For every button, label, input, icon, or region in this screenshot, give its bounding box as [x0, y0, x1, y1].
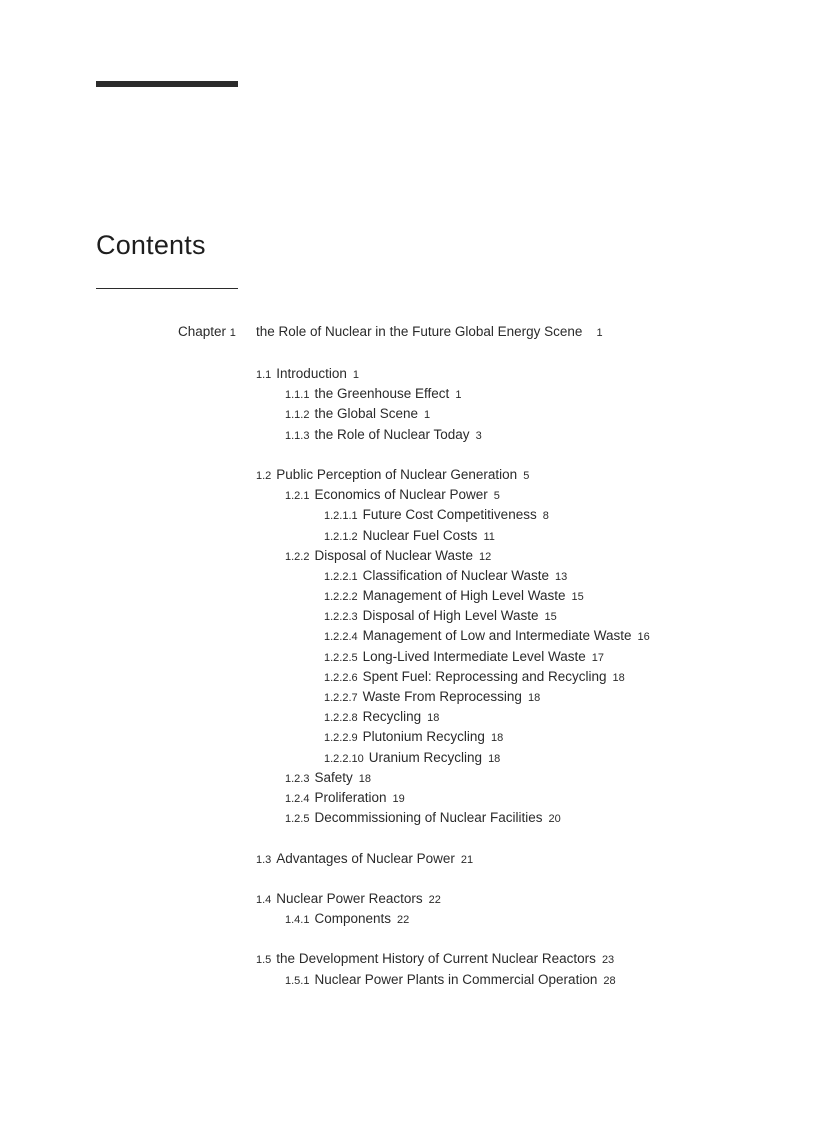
- toc-entry[interactable]: [256, 384, 776, 404]
- page-number: 8: [542, 510, 549, 523]
- chapter-title[interactable]: [256, 324, 603, 339]
- section-title: Long-Lived Intermediate Level Waste: [362, 648, 586, 664]
- chapter-word: Chapter: [178, 324, 227, 339]
- page-number: 18: [488, 752, 501, 765]
- section-number: 1.2.2.5: [324, 651, 358, 664]
- section-title: Uranium Recycling: [368, 749, 483, 765]
- title-underline: [96, 288, 238, 289]
- section-title: Recycling: [362, 709, 422, 725]
- section-title: Advantages of Nuclear Power: [276, 850, 455, 866]
- section-title: Classification of Nuclear Waste: [362, 567, 549, 583]
- page-number: 11: [483, 530, 495, 543]
- page-number: 18: [490, 732, 504, 745]
- toc-entry[interactable]: [256, 687, 776, 707]
- page-number: 21: [460, 853, 474, 866]
- section-title: Plutonium Recycling: [362, 729, 485, 745]
- section-title: Nuclear Power Reactors: [276, 890, 423, 906]
- section-title: Introduction: [276, 366, 347, 381]
- toc-entry[interactable]: [256, 566, 776, 586]
- toc-entry[interactable]: [256, 788, 776, 808]
- page-number: 5: [493, 490, 500, 503]
- section-number: 1.2.2.7: [324, 692, 358, 704]
- section-title: the Development History of Current Nuclear Reactors: [276, 951, 596, 967]
- page-number: 3: [475, 429, 482, 442]
- section-number: 1.5: [256, 954, 272, 967]
- page-number: 19: [392, 792, 405, 805]
- section-number: 1.2.2.10: [324, 752, 364, 765]
- toc-entry[interactable]: [256, 889, 776, 909]
- section-number: 1.2.2.2: [324, 591, 358, 604]
- section-title: Safety: [314, 769, 353, 785]
- section-title: Nuclear Power Plants in Commercial Operation: [314, 971, 598, 987]
- page-number: 13: [554, 570, 568, 583]
- section-number: 1.1.2: [285, 409, 310, 422]
- section-number: 1.2.2.8: [324, 712, 358, 725]
- section-title: Economics of Nuclear Power: [314, 487, 488, 503]
- section-title: the Role of Nuclear Today: [314, 426, 470, 442]
- toc-entry[interactable]: [256, 849, 776, 869]
- section-number: 1.3: [256, 853, 272, 866]
- toc-entry[interactable]: [256, 606, 776, 626]
- section-title: the Greenhouse Effect: [314, 386, 450, 402]
- toc-entry[interactable]: [256, 404, 776, 424]
- toc-entry[interactable]: [256, 526, 776, 546]
- section-number: 1.2.3: [285, 772, 310, 785]
- chapter-label: [178, 324, 236, 339]
- section-number: 1.2.2.9: [324, 732, 358, 745]
- page-number: 15: [544, 611, 557, 624]
- page-title: Contents: [96, 230, 206, 260]
- page-number: 12: [479, 550, 492, 563]
- page-number: 16: [637, 631, 650, 644]
- section-number: 1.2.1.1: [324, 510, 358, 523]
- page-number: 20: [548, 813, 561, 826]
- section-number: 1.1.1: [285, 389, 310, 402]
- toc-entry[interactable]: [256, 808, 776, 828]
- page-number: 15: [571, 591, 584, 604]
- section-title: Management of High Level Waste: [362, 588, 566, 604]
- section-title: Components: [314, 911, 392, 927]
- section-number: 1.2.5: [285, 813, 310, 826]
- section-number: 1.2.2.6: [324, 671, 358, 684]
- section-number: 1.4: [256, 893, 272, 906]
- section-number: 1.2.4: [285, 792, 310, 805]
- chapter-title-text: the Role of Nuclear in the Future Global Energy Scene: [256, 324, 583, 339]
- toc-entry[interactable]: [256, 949, 776, 969]
- toc-entry[interactable]: [256, 667, 776, 687]
- section-title: Spent Fuel: Reprocessing and Recycling: [362, 668, 607, 684]
- toc-entry[interactable]: [256, 970, 776, 990]
- section-title: Proliferation: [314, 789, 387, 805]
- toc-entry[interactable]: [256, 707, 776, 727]
- section-number: 1.1.3: [285, 429, 310, 442]
- toc-entry[interactable]: [256, 505, 776, 525]
- page-number: 18: [527, 692, 541, 704]
- page-number: 23: [601, 954, 615, 967]
- section-title: Public Perception of Nuclear Generation: [276, 466, 518, 482]
- page-number: 1: [455, 389, 462, 402]
- header-rule: [96, 81, 238, 87]
- section-title: Future Cost Competitiveness: [362, 507, 537, 523]
- section-title: Disposal of Nuclear Waste: [314, 547, 474, 563]
- toc-entry[interactable]: [256, 748, 776, 768]
- page-number: 18: [612, 671, 625, 684]
- toc-entry[interactable]: [256, 425, 776, 445]
- toc-entry[interactable]: [256, 768, 776, 788]
- chapter-page-number: 1: [596, 327, 603, 339]
- section-number: 1.2.2.4: [324, 631, 358, 644]
- section-number: 1.4.1: [285, 914, 310, 927]
- section-title: Nuclear Fuel Costs: [362, 527, 478, 543]
- toc-entry[interactable]: [256, 586, 776, 606]
- section-title: Waste From Reprocessing: [362, 689, 522, 704]
- toc-entry[interactable]: [256, 626, 776, 646]
- section-number: 1.2.2.3: [324, 611, 358, 624]
- page-number: 17: [591, 651, 605, 664]
- section-title: Decommissioning of Nuclear Facilities: [314, 810, 543, 826]
- toc-entry[interactable]: [256, 546, 776, 566]
- toc-entry[interactable]: [256, 909, 776, 929]
- toc-entry[interactable]: [256, 727, 776, 747]
- page-number: 28: [603, 974, 616, 987]
- page-number: 18: [427, 712, 440, 725]
- section-number: 1.5.1: [285, 974, 310, 987]
- page-number: 22: [397, 914, 410, 927]
- section-number: 1.2.2: [285, 550, 310, 563]
- section-title: Disposal of High Level Waste: [362, 608, 539, 624]
- toc-entry[interactable]: [256, 364, 776, 384]
- section-title: the Global Scene: [314, 406, 419, 422]
- section-number: 1.2.2.1: [324, 570, 358, 583]
- page-number: 5: [523, 469, 530, 482]
- section-number: 1.2.1.2: [324, 530, 358, 543]
- toc-entry[interactable]: [256, 647, 776, 667]
- page-number: 18: [358, 772, 371, 785]
- page-number: 22: [428, 893, 441, 906]
- section-title: Management of Low and Intermediate Waste: [362, 628, 632, 644]
- section-number: 1.1: [256, 369, 272, 381]
- toc-entry[interactable]: [256, 485, 776, 505]
- page-number: 1: [424, 409, 431, 422]
- page-number: 1: [352, 369, 359, 381]
- section-number: 1.2.1: [285, 490, 310, 503]
- section-number: 1.2: [256, 469, 272, 482]
- toc-entry[interactable]: [256, 465, 776, 485]
- toc-list: [256, 364, 776, 990]
- chapter-number: 1: [229, 327, 236, 339]
